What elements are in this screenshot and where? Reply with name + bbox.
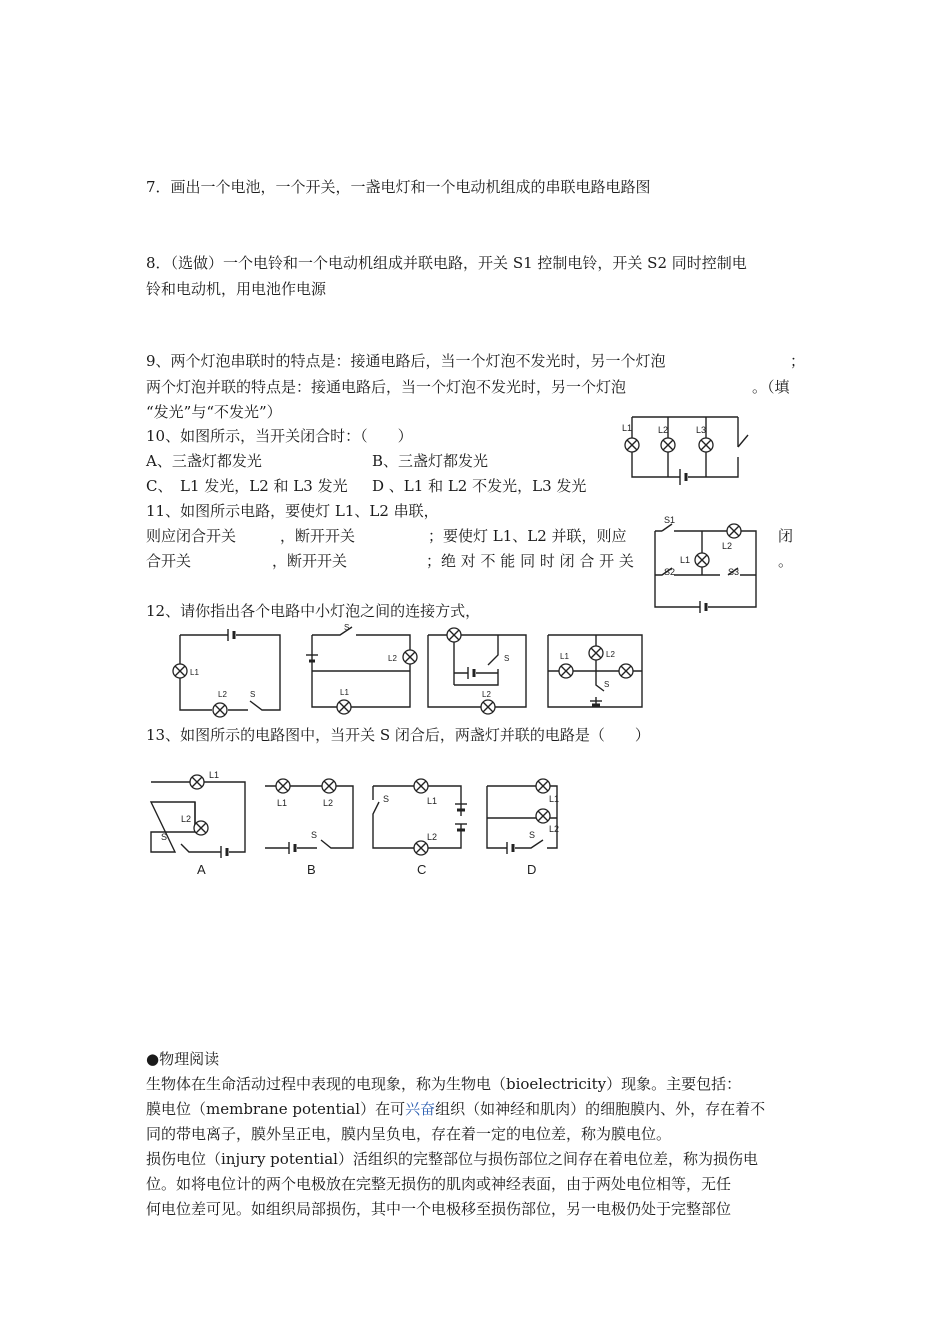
label-s: S	[161, 832, 168, 842]
label-l1: L1	[190, 668, 199, 677]
lamp-l1	[625, 438, 639, 452]
caption-d: D	[527, 862, 537, 877]
excitable-link[interactable]: 兴奋	[405, 1100, 436, 1118]
label-l2: L2	[218, 690, 227, 699]
question-11-line-2a: 则应闭合开关	[146, 527, 237, 545]
reading-title: ●物理阅读	[146, 1050, 220, 1068]
question-9-line-2-end: 。（填	[752, 378, 790, 396]
reading-paragraph-1: 生物体在生命活动过程中表现的电现象，称为生物电（bioelectricity）现象。主要包括：	[146, 1075, 742, 1093]
label-l2: L2	[181, 814, 192, 824]
circuit-c	[373, 779, 467, 877]
caption-c: C	[417, 862, 427, 877]
label-s3: S3	[728, 567, 740, 577]
reading-line-4: 损伤电位（injury potential）活组织的完整部位与损伤部位之间存在着电位差，称为损伤电	[146, 1150, 758, 1168]
question-9-line-1: 9、两个灯泡串联时的特点是：接通电路后，当一个灯泡不发光时，另一个灯泡	[146, 352, 666, 370]
label-l2: L2	[388, 654, 397, 663]
question-11-line-3b: ，断开开关	[272, 552, 348, 570]
question-13-circuit-diagrams	[145, 770, 585, 880]
caption-a: A	[197, 862, 206, 877]
lamp-l3	[699, 438, 713, 452]
question-8-line-2: 铃和电动机，用电池作电源	[146, 280, 327, 298]
question-10-option-a: A、三盏灯都发光	[146, 452, 262, 470]
question-12-stem: 12、请你指出各个电路中小灯泡之间的连接方式，	[146, 602, 481, 620]
label-l2: L2	[722, 541, 733, 551]
label-l1: L1	[427, 796, 438, 806]
label-s: S	[344, 623, 350, 632]
question-11-line-2d: 闭	[778, 527, 794, 545]
reading-line-5: 位。如将电位计的两个电极放在完整无损伤的肌肉或神经表面，由于两处电位相等，无任	[146, 1175, 732, 1193]
question-13-stem: 13、如图所示的电路图中，当开关 S 闭合后，两盏灯并联的电路是（ ）	[146, 726, 650, 744]
question-12-circuit-diagrams	[170, 625, 650, 725]
question-7: 7．画出一个电池，一个开关，一盏电灯和一个电动机组成的串联电路电路图	[146, 178, 651, 196]
circuit-2	[306, 623, 417, 714]
switch-s1	[662, 524, 672, 531]
question-10-circuit-diagram	[620, 405, 760, 495]
circuit-d	[487, 779, 559, 877]
label-l2: L2	[606, 650, 615, 659]
circuit-3	[428, 628, 526, 714]
reading-line-2	[146, 1099, 765, 1119]
label-s: S	[311, 830, 318, 840]
label-l2: L2	[658, 425, 669, 435]
reading-line-3: 同的带电离子，膜外呈正电，膜内呈负电，存在着一定的电位差，称为膜电位。	[146, 1125, 672, 1143]
reading-line-6: 何电位差可见。如组织局部损伤，其中一个电极移至损伤部位，另一电极仍处于完整部位	[146, 1200, 732, 1218]
reading-line-2-end: 组织（如神经和肌肉）的细胞膜内、外，存在着不	[435, 1100, 766, 1118]
label-l1: L1	[680, 555, 691, 565]
label-l1: L1	[209, 770, 220, 780]
label-s: S	[383, 794, 390, 804]
label-s: S	[604, 680, 610, 689]
circuit-4	[548, 635, 642, 707]
question-11-line-1: 11、如图所示电路，要使灯 L1、L2 串联，	[146, 502, 439, 520]
question-11-circuit-diagram	[648, 515, 763, 615]
label-s2: S2	[664, 567, 676, 577]
reading-line-2-start: 膜电位（membrane potential）在可	[146, 1100, 406, 1118]
question-11-line-3a: 合开关	[146, 552, 192, 570]
question-10-option-d: D 、L1 和 L2 不发光，L3 发光	[372, 477, 587, 495]
question-9-line-1-end: ；	[790, 352, 806, 370]
circuit-b	[265, 779, 353, 877]
label-l3: L3	[696, 425, 707, 435]
label-l1: L1	[560, 652, 569, 661]
label-l1: L1	[340, 688, 349, 697]
label-s: S	[504, 654, 510, 663]
label-s: S	[250, 690, 256, 699]
label-s1: S1	[664, 515, 676, 525]
label-l1: L1	[277, 798, 288, 808]
question-11-line-3c: ；绝 对 不 能 同 时 闭 合 开 关	[426, 552, 634, 570]
label-l2: L2	[482, 690, 491, 699]
question-9-line-2: 两个灯泡并联的特点是：接通电路后，当一个灯泡不发光时，另一个灯泡	[146, 378, 627, 396]
question-8-line-1: 8．（选做）一个电铃和一个电动机组成并联电路，开关 S1 控制电铃，开关 S2 同时控制电	[146, 254, 747, 272]
circuit-1	[173, 629, 280, 717]
caption-b: B	[307, 862, 316, 877]
lamp-l2	[661, 438, 675, 452]
label-l2: L2	[549, 824, 560, 834]
label-l1: L1	[549, 794, 560, 804]
lamp-l1	[695, 553, 709, 567]
circuit-a	[151, 770, 245, 877]
question-11-line-2c: ；要使灯 L1、L2 并联，则应	[428, 527, 627, 545]
question-9-line-3: “发光”与“不发光”）	[146, 403, 282, 421]
question-10-option-c: C、 L1 发光，L2 和 L3 发光	[146, 477, 348, 495]
label-l1: L1	[622, 423, 633, 433]
label-l2: L2	[323, 798, 334, 808]
question-11-line-3d: 。	[778, 552, 794, 570]
label-l2: L2	[427, 832, 438, 842]
question-10-stem: 10、如图所示，当开关闭合时：（ ）	[146, 427, 413, 445]
lamp-l2	[727, 524, 741, 538]
question-10-option-b: B、三盏灯都发光	[372, 452, 489, 470]
question-11-line-2b: ，断开开关	[280, 527, 356, 545]
label-s: S	[529, 830, 536, 840]
